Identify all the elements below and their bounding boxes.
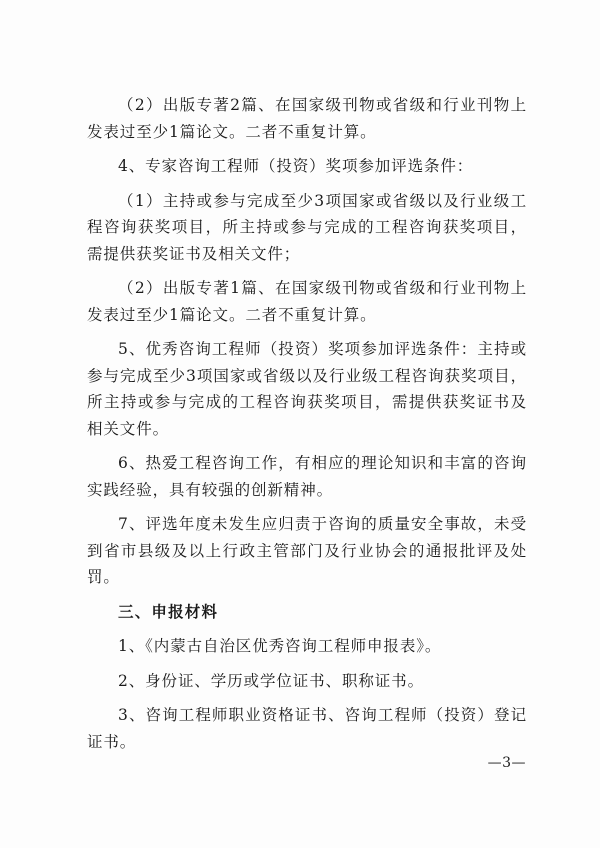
paragraph-no-accident-criteria: 7、评选年度未发生应归责于咨询的质量安全事故，未受到省市县级及以上行政主管部门及行业协会的通报批评及处罚。	[87, 515, 527, 586]
paragraph-excellent-engineer-criteria: 5、优秀咨询工程师（投资）奖项参加评选条件：主持或参与完成至少3项国家或省级以及行业级工程咨询获奖项目，所主持或参与完成的工程咨询获奖项目，需提供获奖证书及相关文件。	[87, 340, 527, 438]
materials-item-qualification-certificates: 3、咨询工程师职业资格证书、咨询工程师（投资）登记证书。	[87, 706, 527, 751]
document-body	[87, 92, 527, 763]
paragraph-expert-project-requirement: （1）主持或参与完成至少3项国家或省级以及行业级工程咨询获奖项目，所主持或参与完成的工程咨询获奖项目，需提供获奖证书及相关文件；	[87, 191, 527, 263]
page-number: —3—	[487, 755, 526, 771]
materials-item-application-form: 1、《内蒙古自治区优秀咨询工程师申报表》。	[118, 637, 442, 655]
materials-item-id-certificates: 2、身份证、学历或学位证书、职称证书。	[118, 671, 424, 690]
paragraph-publication-requirement-senior: （2）出版专著2篇、在国家级刊物或省级和行业刊物上发表过至少1篇论文。二者不重复计算。	[87, 96, 527, 141]
paragraph-work-attitude-criteria: 6、热爱工程咨询工作，有相应的理论知识和丰富的咨询实践经验，具有较强的创新精神。	[87, 454, 527, 499]
section-heading-materials: 三、申报材料	[118, 601, 219, 621]
paragraph-expert-publication-requirement: （2）出版专著1篇、在国家级刊物或省级和行业刊物上发表过至少1篇论文。二者不重复计算。	[87, 279, 527, 324]
paragraph-expert-engineer-criteria: 4、专家咨询工程师（投资）奖项参加评选条件：	[118, 157, 474, 175]
